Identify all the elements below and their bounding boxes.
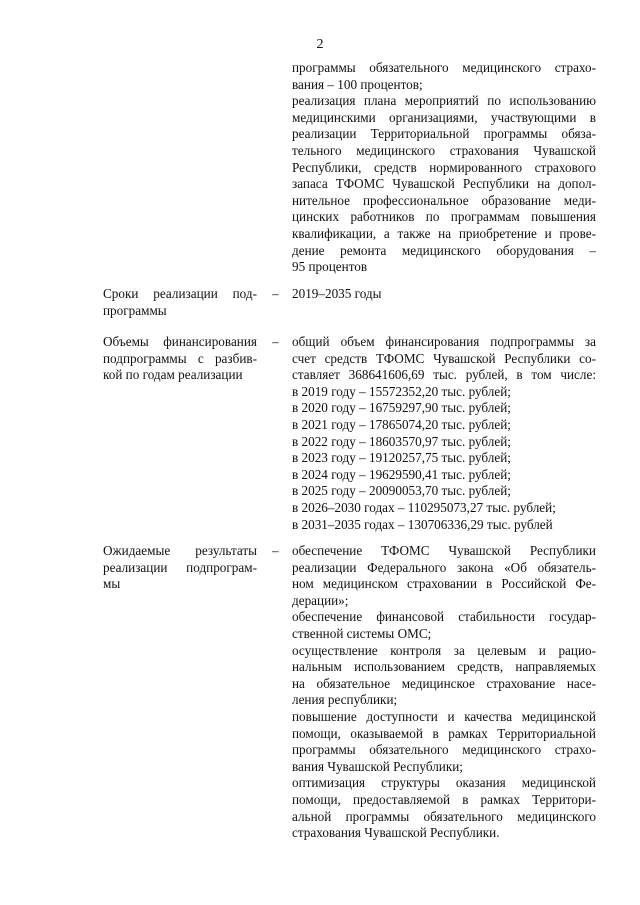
section-value-line: помощи, предоставляемой в рамках Территори- — [292, 792, 596, 807]
section-value-line: ставляет 368641606,69 тыс. рублей, в том числе: — [292, 367, 596, 383]
section-value-line: в 2023 году – 19120257,75 тыс. рублей; — [292, 450, 511, 466]
section-value-line: ственной системы ОМС; — [292, 626, 432, 641]
section-value-line: помощи, оказываемой в рамках Территориальной — [292, 725, 596, 741]
section-label-line: программы — [103, 302, 167, 318]
section-value-line: в 2020 году – 16759297,90 тыс. рублей; — [292, 400, 511, 416]
section-value-line: в 2021 году – 17865074,20 тыс. рублей; — [292, 417, 511, 432]
section-value-line: в 2019 году – 15572352,20 тыс. рублей; — [292, 383, 511, 399]
section-value-line: обеспечение финансовой стабильности государ- — [292, 609, 596, 625]
section-value-line: обеспечение ТФОМС Чувашской Республики — [292, 543, 596, 558]
text-line: реализации Территориальной программы обяза- — [292, 126, 596, 142]
section-value-line: на обязательное медицинское страхование насе- — [292, 675, 596, 691]
section-value-line: общий объем финансирования подпрограммы за — [292, 334, 596, 349]
section-label-line: Сроки реализации под- — [103, 286, 257, 301]
separator-dash: – — [272, 286, 279, 301]
section-value-line: дерации»; — [292, 592, 349, 608]
section-value-line: ления республики; — [292, 692, 398, 708]
section-value-line: страхования Чувашской Республики. — [292, 825, 500, 841]
text-line: программы обязательного медицинского страхо- — [292, 60, 596, 75]
section-value-line: реализации Федерального закона «Об обязатель- — [292, 559, 596, 575]
section-value-line: в 2031–2035 годах – 130706336,29 тыс. рублей — [292, 516, 553, 532]
section-label-line: Ожидаемые результаты — [103, 543, 257, 558]
section-value-line: осуществление контроля за целевым и рацио- — [292, 642, 596, 658]
section-value-line: ном медицинском страховании в Российской Фе- — [292, 576, 596, 592]
section-value-line: вания Чувашской Республики; — [292, 758, 463, 774]
section-value-line: счет средств ТФОМС Чувашской Республики со- — [292, 350, 596, 366]
section-label-line: Объемы финансирования — [103, 334, 257, 349]
text-line: квалификации, а также на приобретение и прове- — [292, 226, 596, 241]
text-line: цинских работников по программам повышения — [292, 209, 596, 225]
text-line: запаса ТФОМС Чувашской Республики на допол- — [292, 176, 596, 192]
page-number: 2 — [316, 37, 324, 52]
section-value-line: альной программы обязательного медицинского — [292, 808, 596, 824]
section-value-line: нальным использованием средств, направляемых — [292, 659, 596, 675]
section-value-line: повышение доступности и качества медицинской — [292, 709, 596, 724]
section-label-line: подпрограммы с разбив- — [103, 350, 257, 366]
text-line: вания – 100 процентов; — [292, 76, 423, 92]
separator-dash: – — [272, 543, 279, 558]
section-value-line: в 2025 году – 20090053,70 тыс. рублей; — [292, 483, 511, 499]
section-value-line: 2019–2035 годы — [292, 286, 382, 301]
text-line: 95 процентов — [292, 259, 368, 275]
text-line: медицинскими организациями, участвующими в — [292, 109, 596, 125]
section-label-line: мы — [103, 576, 121, 592]
section-label-line: кой по годам реализации — [103, 367, 243, 383]
section-label-line: реализации подпрограм- — [103, 559, 257, 575]
separator-dash: – — [272, 334, 279, 349]
text-line: Республики, средств нормированного страхового — [292, 159, 596, 175]
text-line: дение ремонта медицинского оборудования – — [292, 242, 596, 258]
section-value-line: программы обязательного медицинского страхо- — [292, 742, 596, 758]
text-line: нительное профессиональное образование меди- — [292, 192, 596, 208]
section-value-line: в 2024 году – 19629590,41 тыс. рублей; — [292, 466, 511, 482]
text-line: реализация плана мероприятий по использованию — [292, 93, 596, 109]
section-value-line: в 2026–2030 годах – 110295073,27 тыс. рублей; — [292, 500, 556, 515]
section-value-line: оптимизация структуры оказания медицинской — [292, 775, 596, 791]
section-value-line: в 2022 году – 18603570,97 тыс. рублей; — [292, 433, 511, 449]
text-line: тельного медицинского страхования Чувашской — [292, 143, 596, 158]
